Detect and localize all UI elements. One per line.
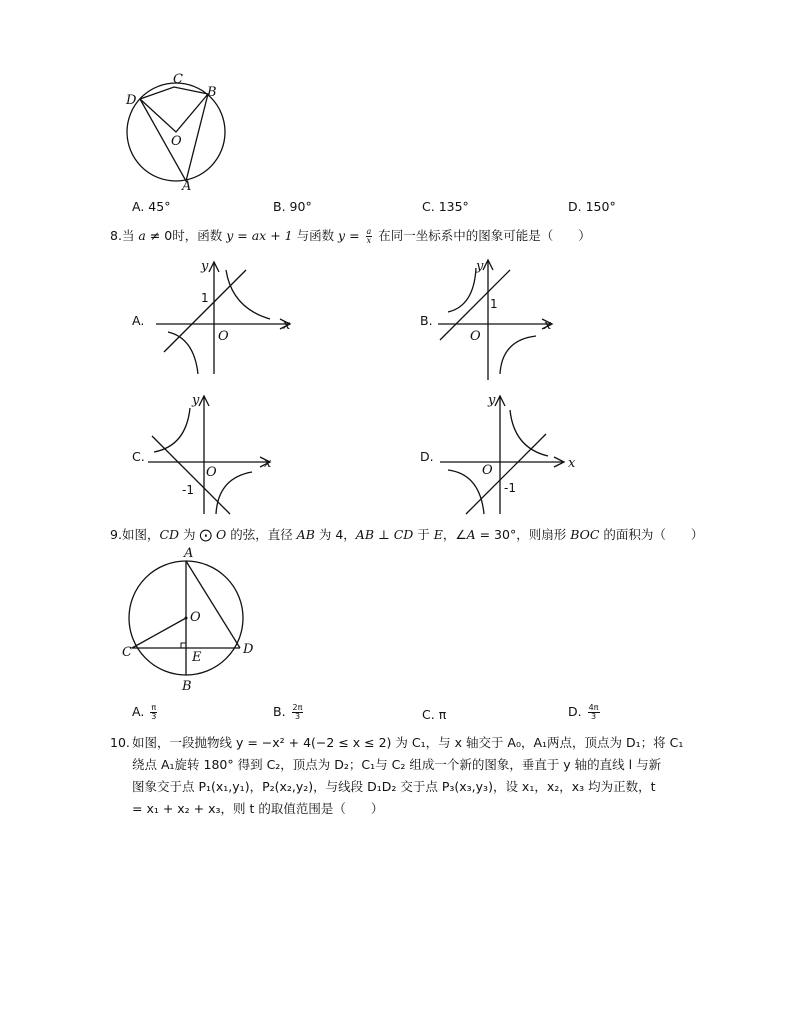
q7-radii — [140, 94, 208, 132]
q9-line-ad — [186, 561, 240, 648]
q8-d-x-label: x — [568, 456, 576, 471]
q8-graph-c-label: C. — [132, 449, 145, 464]
q9-right-angle-mark — [181, 643, 186, 648]
q8-graph-d — [436, 390, 586, 518]
q8-part-1: 当 — [121, 228, 139, 243]
q7-option-b-text: 90° — [289, 199, 312, 214]
q8-fraction — [366, 228, 373, 245]
q8-c-origin: O — [206, 465, 217, 480]
q9-option-d — [568, 704, 602, 721]
q9-t3: 的弦，直径 — [226, 527, 297, 542]
q8-frac-den: x — [366, 236, 372, 245]
q8-b-hyperbola-q4 — [500, 336, 536, 374]
q9-center-dot — [185, 617, 188, 620]
q8-a-hyperbola-q3 — [168, 332, 198, 374]
q8-c-y-label: y — [192, 393, 200, 408]
q8-c-hyperbola-q2 — [154, 408, 190, 452]
q7-option-d — [568, 199, 616, 214]
q7-option-b — [273, 199, 312, 214]
q9-e: E — [433, 527, 443, 542]
q8-stem — [110, 226, 591, 246]
q7-label-c: C — [173, 72, 183, 87]
q8-graph-c — [146, 390, 296, 518]
q8-d-y-label: y — [488, 393, 496, 408]
q9-circle-figure — [118, 544, 268, 696]
q8-c-hyperbola-q4 — [216, 472, 252, 514]
q7-option-c — [422, 199, 469, 214]
q9-t4: 为 4， — [314, 527, 356, 542]
q9-a: A — [466, 527, 476, 542]
q8-part-5: 与函数 — [292, 228, 339, 243]
q9-t1: 如图， — [121, 527, 160, 542]
q7-circle-figure — [118, 66, 234, 194]
q10-number: 10. — [110, 735, 130, 750]
q8-c-x-label: x — [264, 456, 272, 471]
q9-option-a-key: A. — [132, 704, 145, 719]
q8-d-hyperbola-q1 — [510, 410, 548, 456]
q9-t2: 为 ⨀ — [179, 527, 216, 542]
q10-line-2: 绕点 A₁旋转 180° 得到 C₂，顶点为 D₂；C₁与 C₂ 组成一个新的图象，垂直于 y 轴的直线 l 与新 — [132, 757, 662, 772]
q7-option-c-key: C. — [422, 199, 435, 214]
q8-d-line — [466, 434, 546, 514]
q9-label-a: A — [184, 546, 194, 561]
q9-option-a-den: 3 — [151, 712, 157, 721]
q8-graph-b-label: B. — [420, 313, 433, 328]
q7-label-d: D — [126, 93, 137, 108]
q9-t6: ，∠ — [442, 527, 467, 542]
q8-a-origin: O — [218, 329, 229, 344]
q9-t7: = 30°，则扇形 — [475, 527, 571, 542]
q9-cd: CD — [159, 527, 180, 542]
q8-a-y-label: y — [201, 259, 209, 274]
q10-line-1: 如图，一段抛物线 y = −x² + 4(−2 ≤ x ≤ 2) 为 C₁，与 x 轴交于 A₀，A₁两点，顶点为 D₁；将 C₁ — [132, 735, 684, 750]
q8-graph-b — [434, 254, 584, 382]
q8-graph-a — [152, 256, 302, 380]
q8-d-origin: O — [482, 463, 493, 478]
q9-option-b-den: 3 — [294, 712, 301, 721]
q9-radius-oc — [132, 618, 186, 648]
q9-o: O — [215, 527, 227, 542]
q9-label-b: B — [182, 679, 192, 694]
q8-part-9: 在同一坐标系中的图象可能是（ ） — [374, 228, 591, 243]
q9-option-b-key: B. — [273, 704, 286, 719]
q8-part-6: y = — [338, 228, 364, 243]
q9-number: 9. — [110, 527, 122, 542]
q7-option-d-text: 150° — [585, 199, 616, 214]
q9-perp: AB ⊥ CD — [355, 527, 414, 542]
q7-option-a-key: A. — [132, 199, 145, 214]
q9-label-o: O — [190, 610, 201, 625]
q8-a-hyperbola-q1 — [226, 270, 270, 319]
q8-b-x-label: x — [544, 318, 552, 333]
q8-c-intercept: -1 — [182, 483, 194, 497]
q8-b-y-label: y — [476, 259, 484, 274]
q9-option-d-key: D. — [568, 704, 582, 719]
q9-option-b-frac — [292, 704, 304, 721]
q8-b-hyperbola-q2 — [448, 268, 476, 312]
q8-a-line — [164, 270, 246, 352]
q7-label-a: A — [182, 179, 192, 194]
q9-label-c: C — [122, 645, 132, 660]
q7-option-a-text: 45° — [148, 199, 171, 214]
q9-t8: 的面积为（ ） — [599, 527, 704, 542]
q8-part-2: a — [138, 228, 146, 243]
q9-option-b — [273, 704, 305, 721]
q8-b-intercept: 1 — [490, 297, 498, 311]
q8-graph-a-label: A. — [132, 313, 145, 328]
q7-option-d-key: D. — [568, 199, 582, 214]
q9-option-d-frac — [588, 704, 600, 721]
q8-a-intercept: 1 — [201, 291, 209, 305]
q9-option-d-den: 3 — [591, 712, 597, 721]
q8-frac-num: a — [366, 227, 372, 236]
q9-option-c-key: C. — [422, 707, 435, 722]
q7-option-a — [132, 199, 170, 214]
q9-option-c — [422, 707, 446, 722]
q7-label-o: O — [171, 134, 182, 149]
q8-b-origin: O — [470, 329, 481, 344]
q9-option-a-frac — [150, 704, 157, 721]
q9-label-d: D — [243, 642, 254, 657]
q9-label-e: E — [192, 650, 202, 665]
q8-part-4: y = ax + 1 — [226, 228, 293, 243]
q9-option-b-num: 2π — [292, 703, 303, 712]
q8-a-x-label: x — [283, 318, 291, 333]
q9-option-c-text: π — [438, 707, 447, 722]
q9-option-a-num: π — [151, 703, 157, 712]
q7-option-c-text: 135° — [438, 199, 469, 214]
q9-boc: BOC — [570, 527, 600, 542]
q9-option-a — [132, 704, 159, 721]
q9-stem — [110, 525, 703, 545]
q9-t5: 于 — [413, 527, 434, 542]
q8-number: 8. — [110, 228, 122, 243]
q8-d-intercept: -1 — [504, 481, 516, 495]
q7-label-b: B — [207, 85, 217, 100]
q10-line-4: = x₁ + x₂ + x₃，则 t 的取值范围是（ ） — [132, 801, 384, 816]
q9-ab: AB — [296, 527, 315, 542]
q8-part-3: ≠ 0时，函数 — [145, 228, 227, 243]
q10-line-3: 图象交于点 P₁(x₁,y₁)，P₂(x₂,y₂)，与线段 D₁D₂ 交于点 P₃(x₃,y₃)，设 x₁，x₂，x₃ 均为正数，t — [132, 779, 656, 794]
q8-d-hyperbola-q3 — [448, 470, 484, 514]
q8-graph-d-label: D. — [420, 449, 434, 464]
q7-option-b-key: B. — [273, 199, 286, 214]
q9-option-d-num: 4π — [588, 703, 599, 712]
